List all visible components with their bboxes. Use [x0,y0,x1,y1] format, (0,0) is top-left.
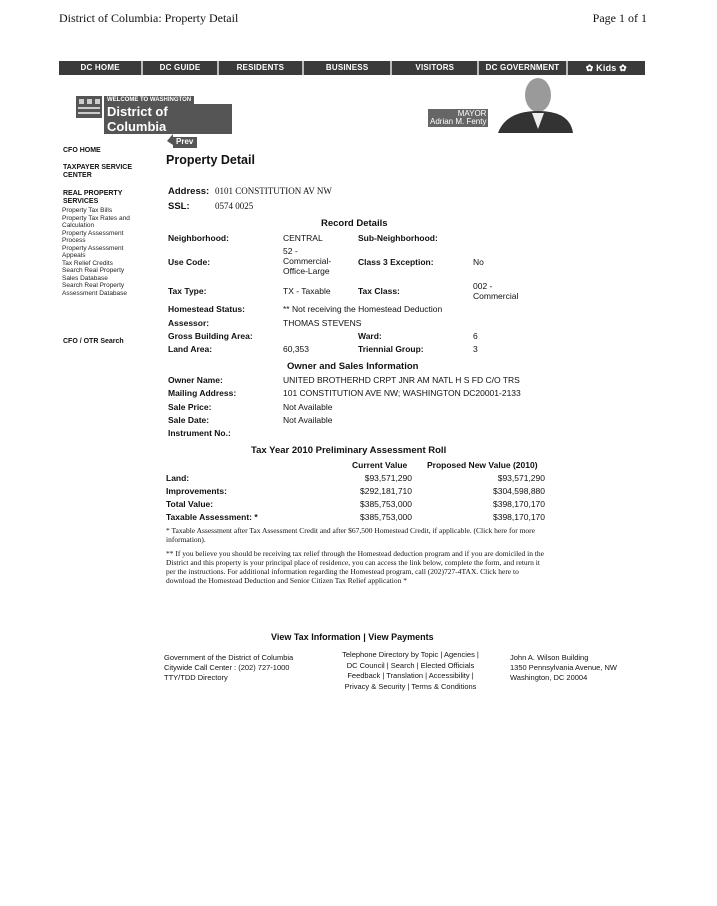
sidebar-link-tax-rates[interactable]: Property Tax Rates and Calculation [62,214,130,229]
prev-button[interactable] [167,134,197,148]
nav-dc-guide[interactable]: DC GUIDE [143,61,218,75]
assessment-current-value: $385,753,000 [360,499,412,509]
assessment-row-label: Taxable Assessment: * [166,512,258,522]
footer-separator: | [363,632,369,642]
assessment-row-label: Improvements: [166,486,227,496]
top-nav-bar [59,61,645,75]
mailing-address-label: Mailing Address: [168,388,237,398]
current-value-header: Current Value [352,460,408,470]
footer-links-line[interactable]: Privacy & Security | Terms & Conditions [344,681,477,691]
dc-logo[interactable] [76,96,232,134]
footer-links-line[interactable]: Feedback | Translation | Accessibility | [347,671,474,680]
footer-government-info [164,653,293,683]
sidebar-link-tax-bills[interactable]: Property Tax Bills [62,207,113,214]
sidebar-link-sales-database[interactable]: Search Real Property Sales Database [62,267,125,282]
homestead-value: ** Not receiving the Homestead Deduction [283,304,443,314]
footer-call-center: Citywide Call Center : (202) 727-1000 [164,663,290,672]
district-text: District of Columbia [104,104,232,134]
nav-dc-government[interactable]: DC GOVERNMENT [479,61,567,75]
mayor-caption [428,109,488,127]
assessment-heading: Tax Year 2010 Preliminary Assessment Roll [251,445,447,456]
footer-city: Washington, DC 20004 [510,673,588,682]
sale-price-label: Sale Price: [168,402,212,412]
sidebar-link-tax-relief[interactable]: Tax Relief Credits [62,259,113,267]
use-code-label: Use Code: [168,257,211,267]
welcome-text: WELCOME TO WASHINGTON [104,96,194,104]
footer-gov-line: Government of the District of Columbia [164,653,294,662]
footer-directory-links [323,650,498,692]
owner-name-label: Owner Name: [168,375,223,385]
ward-label: Ward: [358,331,382,341]
page-title: Property Detail [166,153,255,167]
footer-links-line[interactable]: Telephone Directory by Topic | Agencies | [342,650,479,659]
tax-class-label: Tax Class: [358,286,400,296]
assessment-row-label: Total Value: [166,499,214,509]
sidebar-link-assessment-appeals[interactable]: Property Assessment Appeals [62,244,124,259]
sidebar-links [62,207,142,297]
footer-building: John A. Wilson Building [510,653,589,662]
sidebar-otr-search[interactable]: CFO / OTR Search [63,338,124,345]
ward-value: 6 [473,331,478,341]
assessment-current-value: $292,181,710 [360,486,412,496]
tax-class-line: Commercial [473,291,519,301]
neighborhood-value: CENTRAL [283,233,323,243]
footer-links [271,632,434,642]
class3-value: No [473,257,484,267]
sale-price-value: Not Available [283,402,333,412]
mayor-name: Adrian M. Fenty [430,117,487,126]
sidebar-link-assessment-process[interactable]: Property Assessment Process [62,229,124,244]
nav-business[interactable]: BUSINESS [304,61,392,75]
sidebar-real-property-services[interactable]: REAL PROPERTY SERVICES [63,190,123,205]
assessment-current-value: $93,571,290 [364,473,412,483]
taxable-assessment-note: * Taxable Assessment after Tax Assessment Credit and after $67,500 Homestead Credit, if applicable. (Click here for more information). [166,526,535,544]
nav-dc-home[interactable]: DC HOME [59,61,143,75]
assessment-proposed-value: $304,598,880 [493,486,545,496]
sale-date-label: Sale Date: [168,415,210,425]
mayor-banner [428,75,573,133]
use-code-line: 52 - [283,246,298,256]
tax-type-value: TX - Taxable [283,286,331,296]
triennial-value: 3 [473,344,478,354]
assessment-row-label: Land: [166,473,190,483]
use-code-value [283,246,331,276]
footer-tty-link[interactable]: TTY/TDD Directory [164,673,228,682]
tax-class-value [473,281,518,301]
sale-date-value: Not Available [283,415,333,425]
instrument-label: Instrument No.: [168,428,231,438]
use-code-line: Commercial- [283,256,332,266]
land-area-value: 60,353 [283,344,309,354]
proposed-value-header: Proposed New Value (2010) [427,460,538,470]
triennial-label: Triennial Group: [358,344,424,354]
address-label: Address: [168,186,210,197]
mayor-label: MAYOR [457,109,487,118]
homestead-label: Homestead Status: [168,304,245,314]
owner-heading: Owner and Sales Information [287,361,419,372]
tax-type-label: Tax Type: [168,286,207,296]
assessor-value: THOMAS STEVENS [283,318,362,328]
view-tax-information-link[interactable]: View Tax Information [271,632,361,642]
record-details-heading: Record Details [321,218,388,229]
class3-label: Class 3 Exception: [358,257,434,267]
footer-links-line[interactable]: DC Council | Search | Elected Officials [346,660,475,670]
prev-label: Prev [176,137,194,146]
tax-class-line: 002 - [473,281,493,291]
nav-visitors[interactable]: VISITORS [392,61,479,75]
ssl-value: 0574 0025 [215,201,254,211]
sub-neighborhood-label: Sub-Neighborhood: [358,233,438,243]
ssl-label: SSL: [168,201,190,212]
gross-building-area-label: Gross Building Area: [168,331,253,341]
page-number: Page 1 of 1 [592,11,647,25]
owner-name-value: UNITED BROTHERHD CRPT JNR AM NATL H S FD C/O TRS [283,375,520,385]
nav-residents[interactable]: RESIDENTS [219,61,304,75]
sidebar-link-assessment-database[interactable]: Search Real Property Assessment Database [62,282,128,297]
homestead-note: ** If you believe you should be receiving tax relief through the Homestead deduction program and if you are domiciled in the District and this property is your principal place of residence, you can access the link below, complete the form, and return it per the instructions. For additional information regarding the Homestead program, call (202)727-4TAX. Click here to download the Homestead Deduction and Senior Citizen Tax Relief application * [166,549,545,585]
assessment-current-value: $385,753,000 [360,512,412,522]
assessor-label: Assessor: [168,318,210,328]
use-code-line: Office-Large [283,266,330,276]
sidebar-cfo-home[interactable]: CFO HOME [63,147,101,154]
neighborhood-label: Neighborhood: [168,233,229,243]
footer-address [510,653,617,683]
land-area-label: Land Area: [168,344,213,354]
assessment-proposed-value: $398,170,170 [493,499,545,509]
page-header-title: District of Columbia: Property Detail [59,11,239,25]
mailing-address-value: 101 CONSTITUTION AVE NW; WASHINGTON DC20001-2133 [283,388,521,398]
view-payments-link[interactable]: View Payments [368,632,434,642]
address-value: 0101 CONSTITUTION AV NW [215,186,332,196]
sidebar-taxpayer-service-center[interactable]: TAXPAYER SERVICE CENTER [63,164,132,179]
assessment-proposed-value: $93,571,290 [497,473,545,483]
assessment-proposed-value: $398,170,170 [493,512,545,522]
nav-kids[interactable]: ✿ Kids ✿ [585,63,627,73]
footer-street: 1350 Pennsylvania Avenue, NW [510,663,618,672]
